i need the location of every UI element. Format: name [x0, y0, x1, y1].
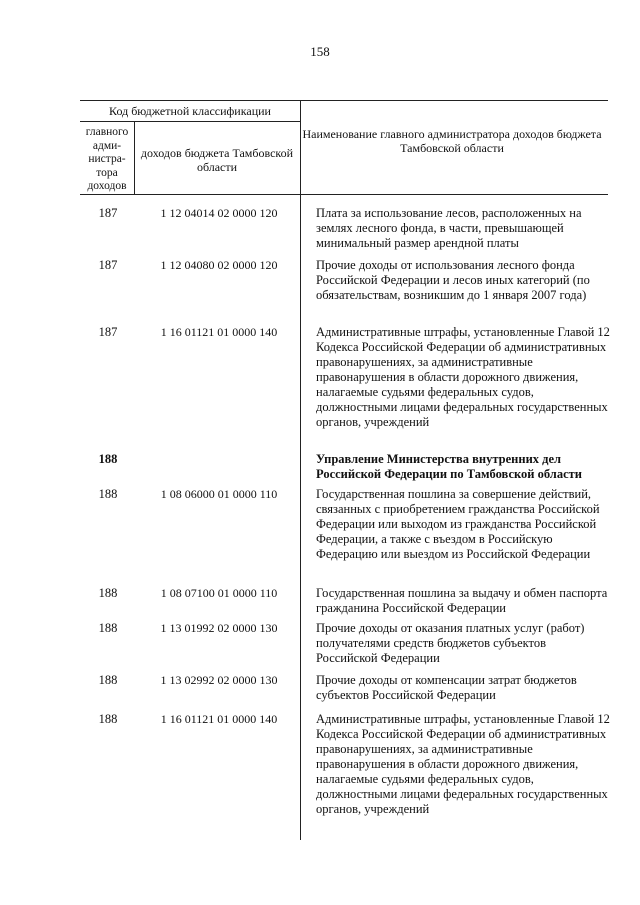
name-column-header: Наименование главного администратора доходов бюджета Тамбовской области [302, 127, 602, 155]
revenue-code: 1 13 02992 02 0000 130 [160, 673, 278, 687]
page-number: 158 [310, 44, 330, 59]
admin-code: 187 [98, 206, 118, 220]
header-bottom-border [80, 194, 608, 195]
code-group-underline [80, 121, 300, 122]
admin-column-header: главного адми- нистра- тора доходов [85, 126, 129, 192]
admin-code: 188 [98, 673, 118, 687]
admin-code: 188 [98, 452, 118, 466]
admin-code: 188 [98, 621, 118, 635]
revenue-name: Прочие доходы от компенсации затрат бюджетов субъектов Российской Федерации [316, 673, 577, 702]
revenue-code: 1 12 04080 02 0000 120 [160, 258, 278, 272]
revenue-code: 1 08 06000 01 0000 110 [160, 487, 278, 501]
revenue-code: 1 08 07100 01 0000 110 [160, 586, 278, 600]
revenue-column-header: доходов бюджета Тамбовской области [140, 146, 294, 174]
code-group-header: Код бюджетной классификации [109, 104, 271, 118]
revenue-code: 1 16 01121 01 0000 140 [160, 325, 278, 339]
admin-code: 187 [98, 258, 118, 272]
revenue-code: 1 16 01121 01 0000 140 [160, 712, 278, 726]
revenue-name: Прочие доходы от использования лесного фонда Российской Федерации и лесов иных категорий (по обязательствам, возникшим до 1 января 2007 года) [316, 258, 590, 302]
administrator-name: Управление Министерства внутренних дел Российской Федерации по Тамбовской области [316, 452, 582, 481]
revenue-code: 1 13 01992 02 0000 130 [160, 621, 278, 635]
revenue-name: Прочие доходы от оказания платных услуг (работ) получателями средств бюджетов субъектов Российской Федерации [316, 621, 585, 665]
revenue-name: Государственная пошлина за выдачу и обмен паспорта гражданина Российской Федерации [316, 586, 608, 615]
revenue-name: Административные штрафы, установленные Главой 12 Кодекса Российской Федерации об административных правонарушениях, за административные правонарушения в области дорожного движения, налагаемые судьями федеральных судов, должностными лицами федеральных государственных органов, учреждений [316, 712, 610, 816]
admin-code: 187 [98, 325, 118, 339]
revenue-name: Плата за использование лесов, расположенных на землях лесного фонда, в части, превышающей минимальный размер арендной платы [316, 206, 582, 250]
admin-code: 188 [98, 487, 118, 501]
revenue-name: Административные штрафы, установленные Главой 12 Кодекса Российской Федерации об административных правонарушениях, за административные правонарушения в области дорожного движения, налагаемые судьями федеральных судов, должностными лицами федеральных государственных органов, учреждений [316, 325, 610, 429]
admin-code: 188 [98, 586, 118, 600]
table-top-border [80, 100, 608, 101]
revenue-name: Государственная пошлина за совершение действий, связанных с приобретением гражданства Российской Федерации или выходом из гражданства Российской Федерации, а также с въездом в Российскую Федерацию или выездом из Российской Федерации [316, 487, 600, 561]
revenue-code: 1 12 04014 02 0000 120 [160, 206, 278, 220]
admin-code: 188 [98, 712, 118, 726]
